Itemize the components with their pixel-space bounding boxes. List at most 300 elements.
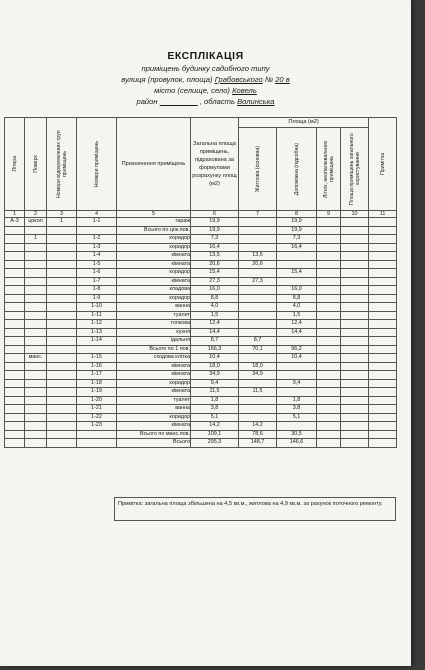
col-number: 10 [341, 211, 369, 218]
cell-empty [369, 226, 397, 235]
cell-poverkh [25, 345, 47, 354]
cell-empty [369, 413, 397, 422]
cell-total: 20,6 [191, 260, 239, 269]
cell-room: 1-2 [77, 235, 117, 244]
cell-empty [317, 422, 341, 431]
table-row [5, 260, 397, 269]
cell-empty [369, 260, 397, 269]
cell-aux: 7,3 [277, 235, 317, 244]
cell-living: 18,0 [239, 362, 277, 371]
col-header-aux: Допоміжна (підсобна) [277, 128, 317, 211]
cell-total: 8,7 [191, 337, 239, 346]
cell-group [47, 311, 77, 320]
cell-aux: 1,8 [277, 396, 317, 405]
table-row [5, 252, 397, 261]
cell-group [47, 379, 77, 388]
cell-aux [277, 371, 317, 380]
cell-total: 34,9 [191, 371, 239, 380]
col-header-litera: Літера [5, 118, 25, 211]
cell-litera [5, 294, 25, 303]
cell-living [239, 303, 277, 312]
col-header-groups: Номери відокремлених груп приміщень [47, 118, 77, 211]
cell-litera [5, 388, 25, 397]
cell-aux: 4,0 [277, 303, 317, 312]
col-header-summer: Літніх, неопалювальних приміщень [317, 128, 341, 211]
col-number: 5 [117, 211, 191, 218]
cell-litera [5, 371, 25, 380]
cell-empty [317, 413, 341, 422]
cell-empty [317, 405, 341, 414]
col-number: 6 [191, 211, 239, 218]
cell-litera [5, 328, 25, 337]
col-header-total: Загальна площа приміщень, підрахована за формулами розрахунку площ (м2) [191, 118, 239, 211]
cell-group [47, 354, 77, 363]
cell-group [47, 422, 77, 431]
col-number: 2 [25, 211, 47, 218]
cell-empty [341, 311, 369, 320]
cell-purpose: кімната [117, 422, 191, 431]
cell-group [47, 345, 77, 354]
cell-purpose: туалет [117, 311, 191, 320]
cell-poverkh [25, 226, 47, 235]
cell-group [47, 337, 77, 346]
table-row [5, 320, 397, 329]
cell-group [47, 362, 77, 371]
cell-purpose: кімната [117, 362, 191, 371]
cell-room [77, 439, 117, 448]
cell-empty [369, 235, 397, 244]
table-row [5, 354, 397, 363]
cell-group [47, 439, 77, 448]
cell-room: 1-13 [77, 328, 117, 337]
city-value: Ковель [232, 86, 257, 95]
cell-total: 1,8 [191, 396, 239, 405]
cell-total: 166,3 [191, 345, 239, 354]
cell-litera [5, 396, 25, 405]
cell-group [47, 294, 77, 303]
cell-total: 13,5 [191, 252, 239, 261]
street-line [0, 75, 411, 84]
cell-empty [317, 328, 341, 337]
column-numbers-row [5, 211, 397, 218]
cell-room: 1-15 [77, 354, 117, 363]
cell-room: 1-1 [77, 218, 117, 227]
cell-living [239, 286, 277, 295]
cell-poverkh [25, 371, 47, 380]
cell-living: 8,7 [239, 337, 277, 346]
cell-room: 1-17 [77, 371, 117, 380]
cell-total: 19,9 [191, 226, 239, 235]
cell-litera [5, 354, 25, 363]
cell-empty [369, 303, 397, 312]
cell-empty [317, 243, 341, 252]
cell-empty [341, 379, 369, 388]
table-row [5, 218, 397, 227]
cell-empty [341, 405, 369, 414]
cell-empty [341, 269, 369, 278]
cell-group [47, 303, 77, 312]
cell-litera [5, 286, 25, 295]
number-value: 20 в [275, 75, 290, 84]
cell-litera [5, 226, 25, 235]
cell-poverkh [25, 252, 47, 261]
cell-purpose: ванна [117, 405, 191, 414]
cell-litera [5, 269, 25, 278]
cell-aux [277, 362, 317, 371]
cell-purpose: коридор [117, 379, 191, 388]
cell-empty [341, 277, 369, 286]
cell-room: 1-23 [77, 422, 117, 431]
table-row [5, 269, 397, 278]
cell-empty [341, 430, 369, 439]
table-row [5, 243, 397, 252]
cell-aux: 1,5 [277, 311, 317, 320]
cell-aux: 9,4 [277, 379, 317, 388]
col-number: 11 [369, 211, 397, 218]
cell-living [239, 226, 277, 235]
cell-room: 1-14 [77, 337, 117, 346]
district-label: район [136, 97, 158, 106]
table-body [5, 218, 397, 448]
cell-empty [317, 218, 341, 227]
cell-empty [341, 294, 369, 303]
cell-purpose: гараж [117, 218, 191, 227]
cell-empty [341, 303, 369, 312]
cell-empty [369, 396, 397, 405]
cell-total: 1,5 [191, 311, 239, 320]
explication-table [4, 117, 397, 448]
street-label: вулиця (провулок, площа) [121, 75, 213, 84]
cell-empty [317, 354, 341, 363]
cell-empty [317, 294, 341, 303]
cell-litera [5, 430, 25, 439]
cell-purpose: топкова [117, 320, 191, 329]
cell-empty [317, 337, 341, 346]
cell-empty [317, 439, 341, 448]
table-row [5, 311, 397, 320]
cell-room: 1-19 [77, 388, 117, 397]
cell-empty [341, 413, 369, 422]
cell-empty [369, 277, 397, 286]
cell-room [77, 345, 117, 354]
cell-litera [5, 379, 25, 388]
table-row [5, 286, 397, 295]
cell-purpose: коридор [117, 294, 191, 303]
cell-empty [317, 371, 341, 380]
cell-room: 1-10 [77, 303, 117, 312]
table-row [5, 430, 397, 439]
table-row [5, 413, 397, 422]
cell-total: 16,0 [191, 286, 239, 295]
col-number: 1 [5, 211, 25, 218]
cell-empty [369, 337, 397, 346]
cell-empty [317, 362, 341, 371]
cell-empty [317, 277, 341, 286]
cell-room [77, 430, 117, 439]
cell-purpose: Всього по 1 пов. [117, 345, 191, 354]
cell-empty [369, 388, 397, 397]
cell-poverkh [25, 396, 47, 405]
cell-total: 5,1 [191, 413, 239, 422]
cell-living [239, 379, 277, 388]
col-number: 3 [47, 211, 77, 218]
cell-poverkh [25, 413, 47, 422]
cell-room: 1-7 [77, 277, 117, 286]
cell-living [239, 294, 277, 303]
table-row [5, 328, 397, 337]
cell-empty [369, 379, 397, 388]
cell-empty [341, 362, 369, 371]
col-header-living: Житлова (основна) [239, 128, 277, 211]
cell-empty [369, 422, 397, 431]
cell-empty [369, 439, 397, 448]
cell-purpose: кухня [117, 328, 191, 337]
cell-purpose: сходова клітка [117, 354, 191, 363]
cell-litera [5, 235, 25, 244]
cell-poverkh [25, 405, 47, 414]
cell-poverkh [25, 379, 47, 388]
cell-empty [341, 320, 369, 329]
cell-purpose: кімната [117, 260, 191, 269]
cell-aux: 14,4 [277, 328, 317, 337]
cell-total: 11,5 [191, 388, 239, 397]
cell-purpose: коридор [117, 235, 191, 244]
cell-poverkh [25, 430, 47, 439]
cell-aux [277, 277, 317, 286]
cell-litera [5, 422, 25, 431]
col-number: 8 [277, 211, 317, 218]
cell-total: 14,4 [191, 328, 239, 337]
cell-poverkh [25, 422, 47, 431]
cell-group [47, 235, 77, 244]
cell-living: 34,9 [239, 371, 277, 380]
cell-empty [341, 226, 369, 235]
cell-empty [341, 218, 369, 227]
document-subtitle: приміщень будинку садибного типу [141, 64, 270, 73]
cell-litera [5, 320, 25, 329]
cell-empty [341, 345, 369, 354]
cell-total: 4,0 [191, 303, 239, 312]
cell-empty [341, 422, 369, 431]
cell-poverkh: цокол [25, 218, 47, 227]
cell-aux: 8,8 [277, 294, 317, 303]
table-row [5, 388, 397, 397]
cell-room: 1-4 [77, 252, 117, 261]
cell-poverkh [25, 388, 47, 397]
col-header-purpose: Призначення приміщень [117, 118, 191, 211]
col-header-poverkh: Поверх [25, 118, 47, 211]
cell-empty [341, 396, 369, 405]
cell-poverkh: 1 [25, 235, 47, 244]
cell-empty [317, 320, 341, 329]
cell-poverkh: манс. [25, 354, 47, 363]
cell-empty [341, 286, 369, 295]
street-value: Грабовського [214, 75, 263, 84]
cell-empty [341, 260, 369, 269]
cell-purpose: кімната [117, 277, 191, 286]
cell-poverkh [25, 328, 47, 337]
cell-living [239, 320, 277, 329]
cell-empty [317, 269, 341, 278]
cell-purpose: коридор [117, 243, 191, 252]
col-number: 4 [77, 211, 117, 218]
cell-empty [369, 328, 397, 337]
cell-aux [277, 252, 317, 261]
note-box: Примітка: загальна площа збільшена на 4,5 кв.м., житлова на 4,9 кв.м. за рахунок поточного ремонту. [114, 497, 396, 521]
table-row [5, 294, 397, 303]
cell-purpose: ванна [117, 303, 191, 312]
cell-empty [341, 328, 369, 337]
cell-living: 13,5 [239, 252, 277, 261]
cell-empty [369, 405, 397, 414]
cell-group [47, 260, 77, 269]
cell-poverkh [25, 311, 47, 320]
cell-total: 10,4 [191, 354, 239, 363]
cell-aux: 10,4 [277, 354, 317, 363]
table-row [5, 371, 397, 380]
cell-purpose: кімната [117, 388, 191, 397]
cell-purpose: коридор [117, 269, 191, 278]
cell-room [77, 226, 117, 235]
cell-living [239, 311, 277, 320]
cell-empty [317, 235, 341, 244]
cell-aux: 12,4 [277, 320, 317, 329]
cell-litera [5, 439, 25, 448]
cell-group [47, 320, 77, 329]
cell-litera [5, 311, 25, 320]
cell-group [47, 286, 77, 295]
cell-empty [341, 354, 369, 363]
cell-empty [369, 311, 397, 320]
cell-poverkh [25, 269, 47, 278]
region-label: , область [199, 97, 235, 106]
cell-litera [5, 345, 25, 354]
cell-poverkh [25, 243, 47, 252]
col-header-common: Площа приміщень загального користування [341, 128, 369, 211]
col-number: 9 [317, 211, 341, 218]
cell-purpose: Всього [117, 439, 191, 448]
cell-empty [317, 311, 341, 320]
cell-group [47, 269, 77, 278]
cell-empty [369, 320, 397, 329]
number-label: № [264, 75, 274, 84]
col-header-area-group: Площа (м2) [239, 118, 369, 128]
cell-aux [277, 337, 317, 346]
cell-total: 8,8 [191, 294, 239, 303]
cell-empty [317, 345, 341, 354]
cell-purpose: кладова [117, 286, 191, 295]
cell-aux: 19,9 [277, 226, 317, 235]
cell-empty [317, 379, 341, 388]
cell-aux [277, 422, 317, 431]
cell-aux: 3,8 [277, 405, 317, 414]
cell-group [47, 243, 77, 252]
cell-total: 109,1 [191, 430, 239, 439]
table-row [5, 226, 397, 235]
cell-empty [317, 430, 341, 439]
cell-total: 27,3 [191, 277, 239, 286]
cell-poverkh [25, 294, 47, 303]
cell-room: 1-3 [77, 243, 117, 252]
cell-living: 148,7 [239, 439, 277, 448]
cell-room: 1-9 [77, 294, 117, 303]
cell-room: 1-6 [77, 269, 117, 278]
district-line [0, 97, 411, 106]
cell-empty [369, 430, 397, 439]
cell-poverkh [25, 439, 47, 448]
cell-empty [369, 243, 397, 252]
cell-living: 27,3 [239, 277, 277, 286]
region-value: Волинська [237, 97, 275, 106]
cell-empty [341, 337, 369, 346]
cell-group [47, 328, 77, 337]
cell-room: 1-22 [77, 413, 117, 422]
cell-aux: 96,2 [277, 345, 317, 354]
cell-purpose: Всього по цок.пов. [117, 226, 191, 235]
cell-litera [5, 362, 25, 371]
cell-empty [317, 260, 341, 269]
cell-empty [369, 345, 397, 354]
cell-poverkh [25, 320, 47, 329]
cell-purpose: Всього по манс.пов. [117, 430, 191, 439]
cell-living [239, 218, 277, 227]
cell-room: 1-20 [77, 396, 117, 405]
cell-empty [369, 294, 397, 303]
cell-total: 19,9 [191, 218, 239, 227]
cell-aux: 5,1 [277, 413, 317, 422]
cell-litera [5, 337, 25, 346]
cell-purpose: кімната [117, 371, 191, 380]
cell-aux: 16,4 [277, 243, 317, 252]
table-row [5, 337, 397, 346]
cell-living [239, 405, 277, 414]
document-title: ЕКСПЛІКАЦІЯ [167, 50, 244, 62]
cell-aux [277, 260, 317, 269]
cell-living [239, 235, 277, 244]
cell-empty [341, 252, 369, 261]
cell-empty [369, 252, 397, 261]
cell-aux: 146,6 [277, 439, 317, 448]
table-row [5, 235, 397, 244]
table-row [5, 396, 397, 405]
cell-empty [369, 371, 397, 380]
cell-total: 7,3 [191, 235, 239, 244]
cell-living [239, 396, 277, 405]
cell-litera [5, 243, 25, 252]
city-label: місто (селище, село) [154, 86, 230, 95]
cell-empty [317, 226, 341, 235]
cell-room: 1-11 [77, 311, 117, 320]
cell-group [47, 396, 77, 405]
cell-group: 1 [47, 218, 77, 227]
col-header-rooms: Номери приміщень [77, 118, 117, 211]
cell-living: 70,1 [239, 345, 277, 354]
cell-empty [341, 235, 369, 244]
cell-poverkh [25, 303, 47, 312]
cell-litera [5, 260, 25, 269]
cell-group [47, 226, 77, 235]
cell-empty [317, 286, 341, 295]
cell-poverkh [25, 286, 47, 295]
cell-total: 18,0 [191, 362, 239, 371]
cell-total: 9,4 [191, 379, 239, 388]
cell-total: 14,2 [191, 422, 239, 431]
cell-litera [5, 277, 25, 286]
cell-group [47, 388, 77, 397]
col-header-remark: Примітка [369, 118, 397, 211]
cell-litera [5, 303, 25, 312]
cell-living [239, 413, 277, 422]
